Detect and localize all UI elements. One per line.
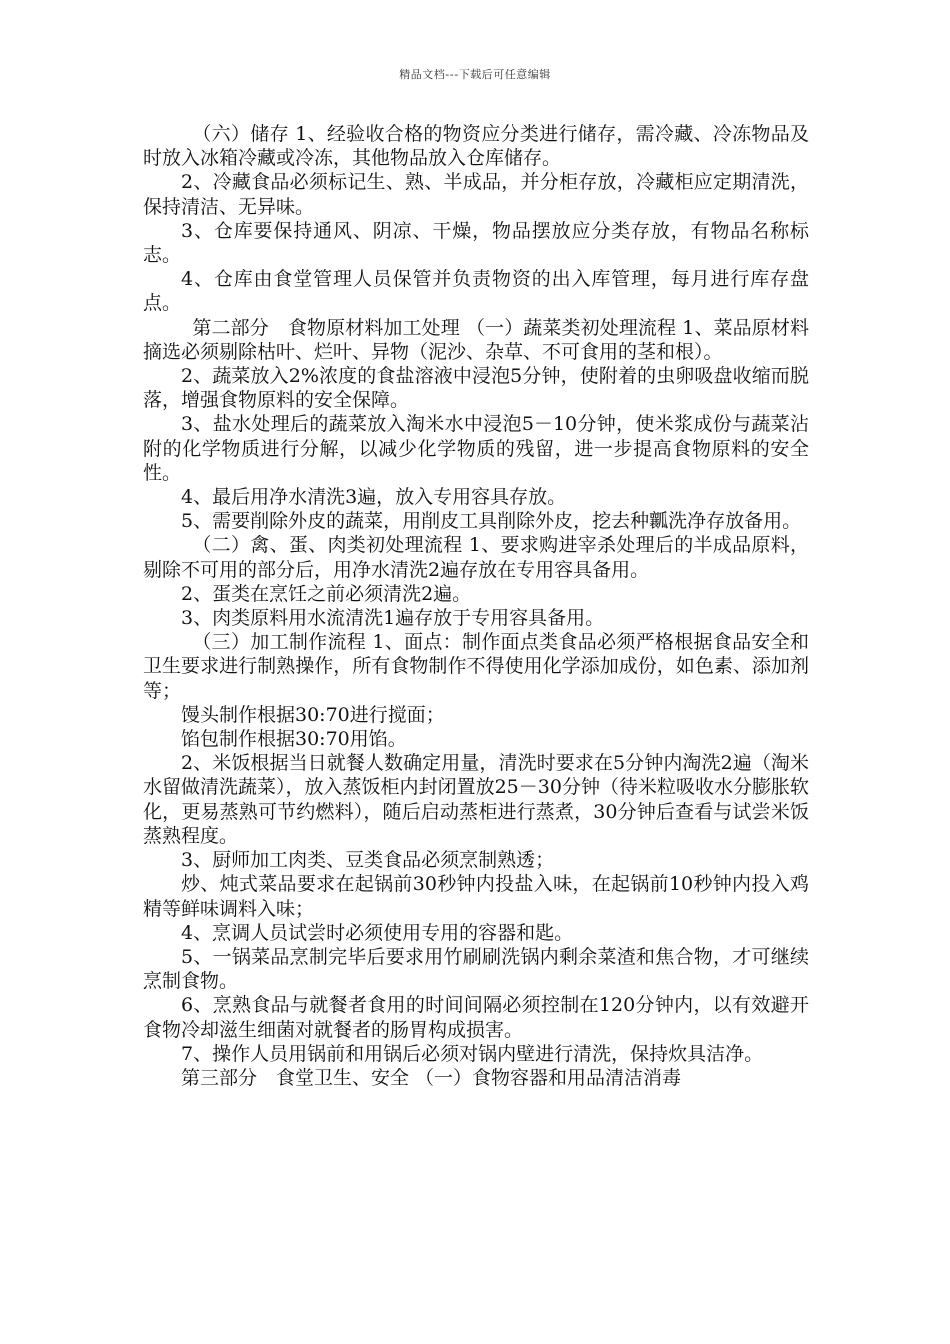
paragraph: 3、厨师加工肉类、豆类食品必须烹制熟透；: [181, 849, 555, 872]
section-heading-paragraph: 第二部分 食物原材料加工处理 （一）蔬菜类初处理流程 1、菜品原材料摘选必须剔除枯叶、烂叶、异物（泥沙、杂草、不可食用的茎和根）。: [143, 316, 809, 363]
paragraph: 4、最后用净水清洗3遍，放入专用容具存放。: [181, 486, 567, 509]
paragraph: （六）储存 1、经验收合格的物资应分类进行储存，需冷藏、冷冻物品及时放入冰箱冷藏或冷冻，其他物品放入仓库储存。: [143, 123, 809, 170]
paragraph: 2、蛋类在烹饪之前必须清洗2遍。: [181, 582, 472, 605]
paragraph: 2、米饭根据当日就餐人数确定用量，清洗时要求在5分钟内淘洗2遍（淘米水留做清洗蔬菜），放入蒸饭柜内封闭置放25－30分钟（待米粒吸收水分膨胀软化，更易蒸熟可节约燃料），随后启动蒸柜进行蒸煮，30分钟后查看与试尝米饭蒸熟程度。: [143, 752, 809, 847]
paragraph: 4、烹调人员试尝时必须使用专用的容器和匙。: [181, 921, 574, 944]
paragraph: 5、一锅菜品烹制完毕后要求用竹刷刷洗锅内剩余菜渣和焦合物，才可继续烹制食物。: [143, 945, 809, 993]
page-header: 精品文档---下载后可任意编辑: [399, 68, 551, 81]
paragraph: 馅包制作根据30:70用馅。: [181, 728, 407, 751]
paragraph: 5、需要削除外皮的蔬菜，用削皮工具削除外皮，挖去种瓤洗净存放备用。: [181, 510, 802, 533]
paragraph: 3、盐水处理后的蔬菜放入淘米水中浸泡5－10分钟，使米浆成份与蔬菜沾附的化学物质进行分解，以减少化学物质的残留，进一步提高食物原料的安全性。: [143, 413, 809, 484]
paragraph: 馒头制作根据30:70进行搅面；: [181, 703, 445, 726]
paragraph: 6、烹熟食品与就餐者食用的时间间隔必须控制在120分钟内，以有效避开食物冷却滋生细菌对就餐者的肠胃构成损害。: [143, 994, 809, 1041]
document-body: [143, 122, 809, 1090]
paragraph: （二）禽、蛋、肉类初处理流程 1、要求购进宰杀处理后的半成品原料，剔除不可用的部分后，用净水清洗2遍存放在专用容具备用。: [143, 534, 809, 581]
paragraph: 3、肉类原料用水流清洗1遍存放于专用容具备用。: [181, 607, 605, 630]
paragraph: 2、蔬菜放入2%浓度的食盐溶液中浸泡5分钟，使附着的虫卵吸盘收缩而脱落，增强食物原料的安全保障。: [143, 365, 809, 412]
paragraph: 7、操作人员用锅前和用锅后必须对锅内壁进行清洗，保持炊具洁净。: [181, 1042, 764, 1065]
paragraph: 3、仓库要保持通风、阴凉、干燥，物品摆放应分类存放，有物品名称标志。: [143, 219, 809, 267]
paragraph: 2、冷藏食品必须标记生、熟、半成品，并分柜存放，冷藏柜应定期清洗，保持清洁、无异味。: [143, 171, 809, 218]
paragraph: 4、仓库由食堂管理人员保管并负责物资的出入库管理，每月进行库存盘点。: [143, 268, 809, 315]
paragraph: （三）加工制作流程 1、面点：制作面点类食品必须严格根据食品安全和卫生要求进行制熟操作，所有食物制作不得使用化学添加成份，如色素、添加剂等；: [143, 631, 809, 702]
paragraph: 炒、炖式菜品要求在起锅前30秒钟内投盐入味，在起锅前10秒钟内投入鸡精等鲜味调料入味；: [143, 873, 809, 920]
section-heading-paragraph: 第三部分 食堂卫生、安全 （一）食物容器和用品清洁消毒: [181, 1066, 682, 1089]
